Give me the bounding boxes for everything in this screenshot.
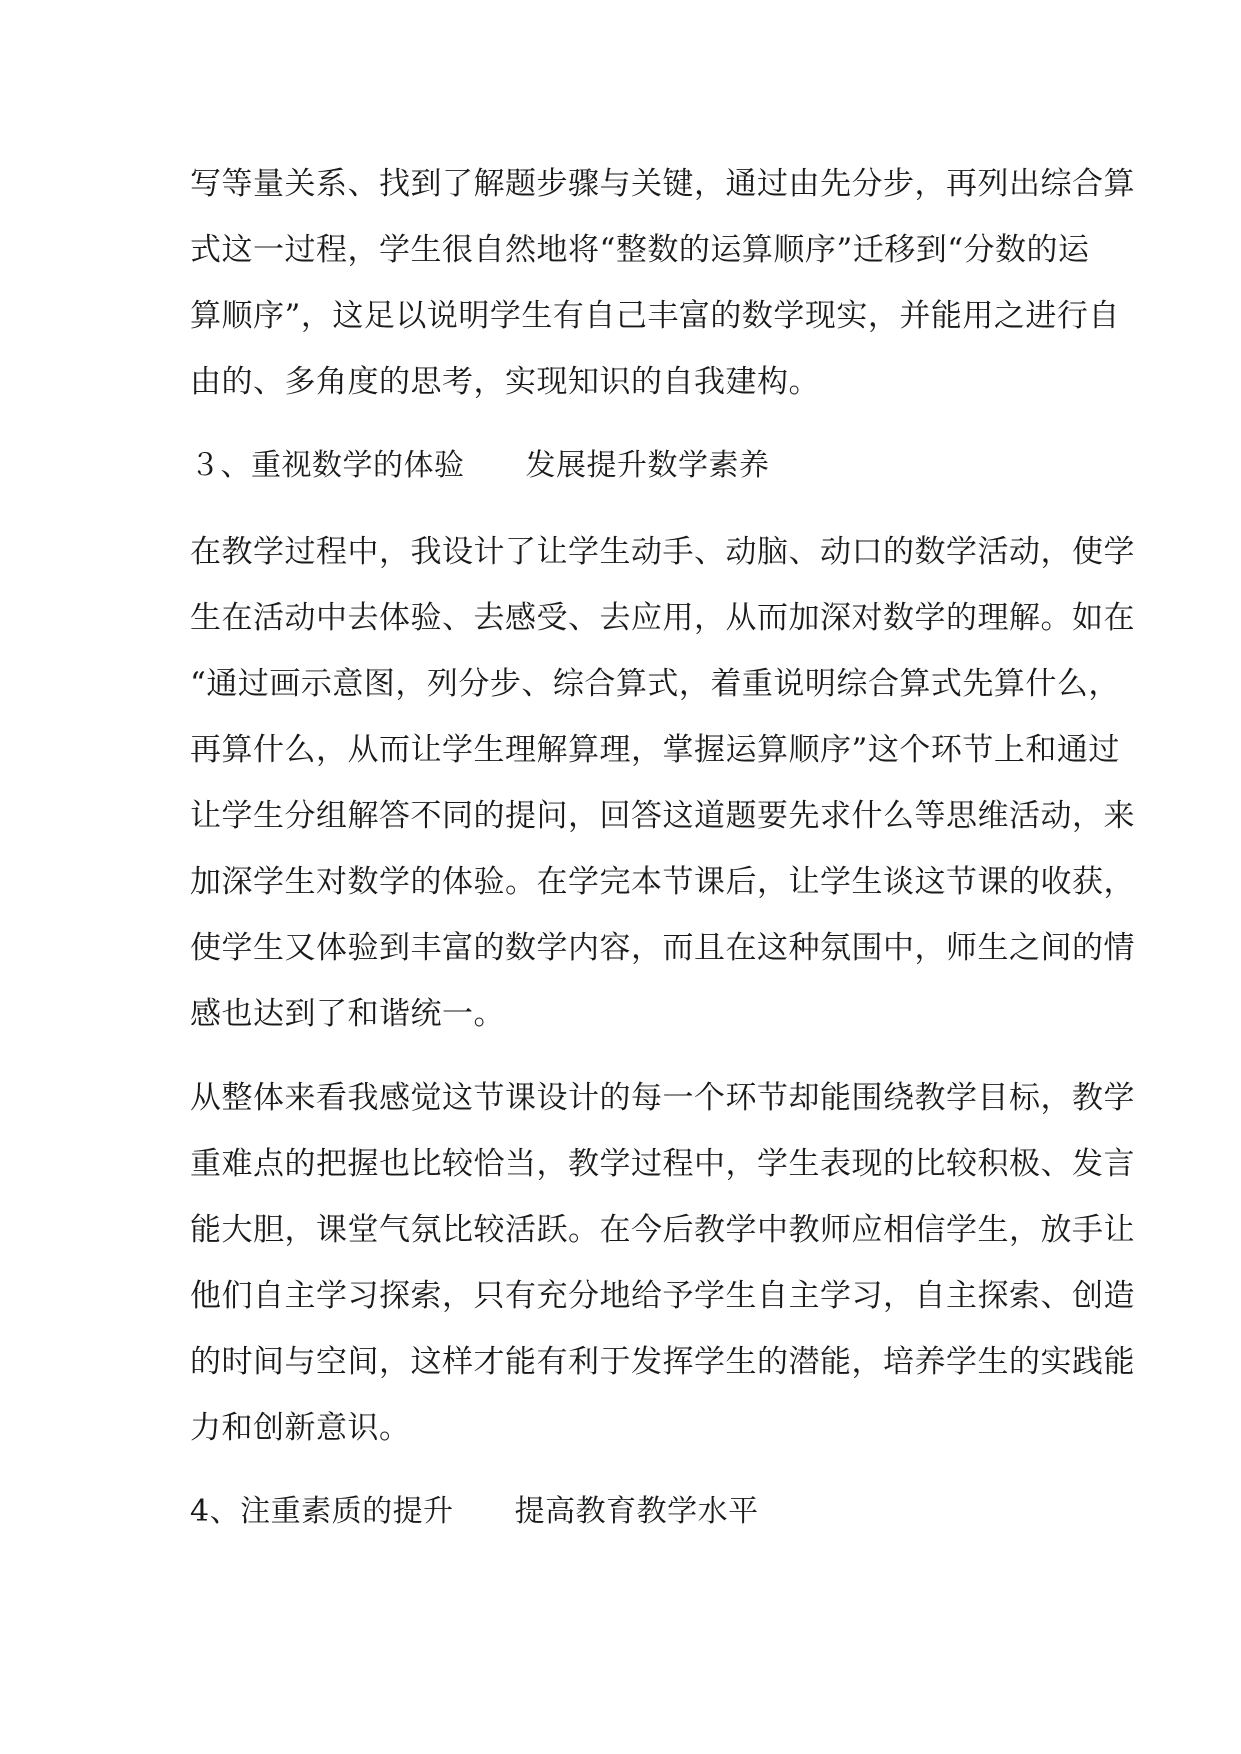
- section-heading-4: 4、注重素质的提升 提高教育教学水平: [190, 1494, 759, 1529]
- paragraph-2-line-6: 加深学生对数学的体验。在学完本节课后，让学生谈这节课的收获，: [190, 864, 1135, 900]
- paragraph-1-line-1: 写等量关系、找到了解题步骤与关键，通过由先分步，再列出综合算: [190, 166, 1135, 202]
- paragraph-2-line-1: 在教学过程中，我设计了让学生动手、动脑、动口的数学活动，使学: [190, 534, 1135, 570]
- paragraph-2-line-7: 使学生又体验到丰富的数学内容，而且在这种氛围中，师生之间的情: [190, 930, 1135, 966]
- paragraph-3-line-1: 从整体来看我感觉这节课设计的每一个环节却能围绕教学目标，教学: [190, 1080, 1135, 1116]
- paragraph-3-line-6: 力和创新意识。: [190, 1410, 411, 1446]
- paragraph-3-line-5: 的时间与空间，这样才能有利于发挥学生的潜能，培养学生的实践能: [190, 1344, 1135, 1380]
- paragraph-1-line-2: 式这一过程，学生很自然地将“整数的运算顺序”迁移到“分数的运: [190, 232, 1090, 268]
- paragraph-2-line-5: 让学生分组解答不同的提问，回答这道题要先求什么等思维活动，来: [190, 798, 1135, 834]
- paragraph-2-line-8: 感也达到了和谐统一。: [190, 996, 505, 1032]
- paragraph-3-line-3: 能大胆，课堂气氛比较活跃。在今后教学中教师应相信学生，放手让: [190, 1212, 1135, 1248]
- paragraph-2-line-4: 再算什么，从而让学生理解算理，掌握运算顺序”这个环节上和通过: [190, 732, 1120, 768]
- section-heading-3: ３、重视数学的体验 发展提升数学素养: [190, 448, 770, 483]
- paragraph-3-line-4: 他们自主学习探索，只有充分地给予学生自主学习，自主探索、创造: [190, 1278, 1135, 1314]
- paragraph-2-line-3: “通过画示意图，列分步、综合算式，着重说明综合算式先算什么，: [190, 666, 1120, 702]
- paragraph-3-line-2: 重难点的把握也比较恰当，教学过程中，学生表现的比较积极、发言: [190, 1146, 1135, 1182]
- paragraph-1-line-3: 算顺序”，这足以说明学生有自己丰富的数学现实，并能用之进行自: [190, 298, 1120, 334]
- paragraph-1-line-4: 由的、多角度的思考，实现知识的自我建构。: [190, 364, 820, 400]
- paragraph-2-line-2: 生在活动中去体验、去感受、去应用，从而加深对数学的理解。如在: [190, 600, 1135, 636]
